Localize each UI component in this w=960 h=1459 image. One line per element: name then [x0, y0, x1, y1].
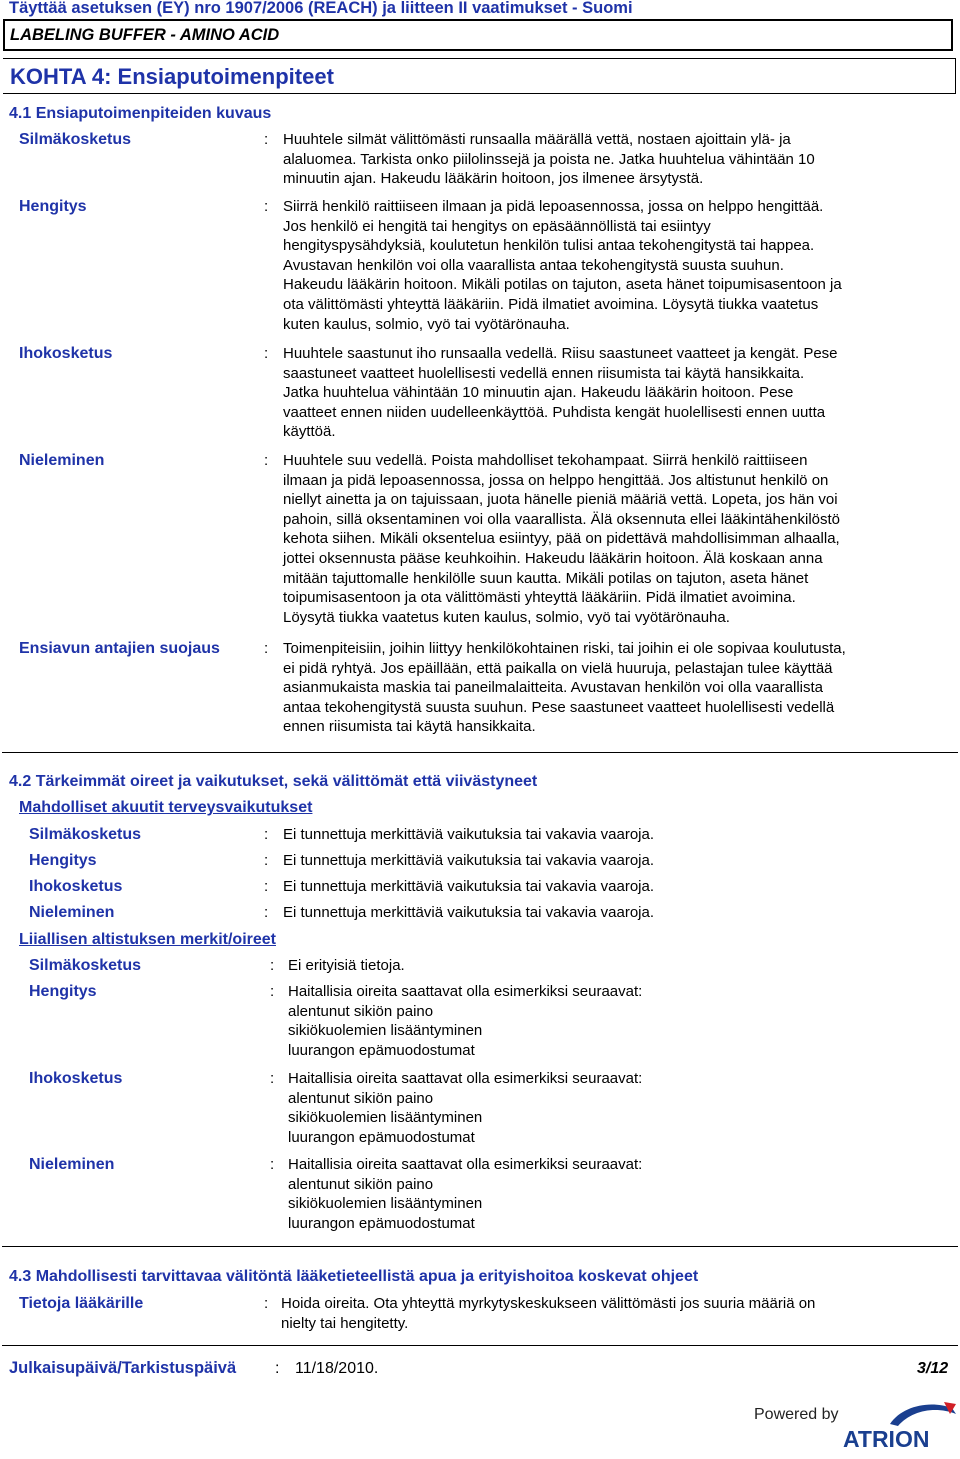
row-colon: : [270, 957, 275, 974]
row-label: Nieleminen [29, 1156, 115, 1173]
issue-date-value: 11/18/2010. [295, 1360, 379, 1377]
subsection-4-1-heading: 4.1 Ensiaputoimenpiteiden kuvaus [9, 105, 272, 122]
row-text: Ei tunnettuja merkittäviä vaikutuksia tai vakavia vaaroja. [283, 826, 655, 843]
divider [2, 1246, 958, 1247]
issue-date-colon: : [275, 1360, 280, 1377]
page-number: 3/12 [917, 1360, 949, 1377]
footer-divider [2, 1345, 958, 1346]
row-text: Ei erityisiä tietoja. [288, 957, 405, 974]
row-colon: : [264, 852, 269, 869]
row-text: Ei tunnettuja merkittäviä vaikutuksia tai vakavia vaaroja. [283, 904, 655, 921]
row-colon: : [270, 1156, 275, 1173]
row-text: Siirrä henkilö raittiiseen ilmaan ja pidä lepoasennossa, jossa on helppo hengittää. Jos henkilö ei hengitä tai hengitys on epäsäännöllistä tai esiintyy hengityspysähdyksiä, koulutetun henkilön tulisi antaa tekohengitystä tai happea. Avustavan henkilön voi olla vaarallista antaa tekohengitystä suusta suuhun. Hakeudu lääkärin hoitoon. Mikäli potilas on tajuton, aseta hänet toipumisasentoon ja ota välittömästi yhteyttä lääkäriin. Pidä ilmatiet avoimina. Löysytä tiukka vaatetus kuten kaulus, solmio, vyö tai vyötärönauha. [283, 198, 842, 333]
row-text: Ei tunnettuja merkittäviä vaikutuksia tai vakavia vaaroja. [283, 878, 655, 895]
row-label: Hengitys [19, 198, 87, 215]
powered-by-text: Powered by [754, 1406, 839, 1423]
row-colon: : [270, 1070, 275, 1087]
row-label: Silmäkosketus [29, 957, 142, 974]
row-colon: : [264, 640, 269, 657]
row-colon: : [264, 826, 269, 843]
row-text: Huuhtele silmät välittömästi runsaalla määrällä vettä, nostaen ajoittain ylä- ja alaluomea. Tarkista onko piilolinssejä ja poista ne. Jatka huuhtelua vähintään 10 minuutin ajan. Hakeudu lääkärin hoitoon, jos ilmenee ärsytystä. [283, 131, 815, 188]
row-text: Toimenpiteisiin, joihin liittyy henkilökohtainen riski, tai joihin ei ole sopivaa koulutusta, ei pidä ryhtyä. Jos epäillään, että paikalla on vielä huuruja, pelastajan tulee käyttää asianmukaista maskia tai paneilmalaitteita. Avustavan henkilön voi olla vaarallista antaa tekohengitystä suusta suuhun. Pese saastuneet vaatteet huolellisesti vedellä ennen riisumista tai käytä hansikkaita. [283, 640, 846, 736]
row-colon: : [264, 878, 269, 895]
row-colon: : [264, 198, 269, 215]
row-colon: : [264, 452, 269, 469]
row-label: Hengitys [29, 983, 97, 1000]
row-label: Silmäkosketus [19, 131, 132, 148]
row-text: Haitallisia oireita saattavat olla esimerkiksi seuraavat: alentunut sikiön paino sikiökuolemien lisääntyminen luurangon epämuodostumat [288, 983, 643, 1059]
row-label: Nieleminen [29, 904, 115, 921]
row-label: Tietoja lääkärille [19, 1295, 144, 1312]
overexposure-heading: Liiallisen altistuksen merkit/oireet [19, 931, 276, 948]
atrion-logo [740, 1398, 958, 1454]
row-label: Hengitys [29, 852, 97, 869]
row-colon: : [270, 983, 275, 1000]
atrion-logo-icon [840, 1398, 958, 1454]
subsection-4-3-heading: 4.3 Mahdollisesti tarvittavaa välitöntä lääketieteellistä apua ja erityishoitoa koskevat ohjeet [9, 1268, 699, 1285]
row-text: Huuhtele saastunut iho runsaalla vedellä. Riisu saastuneet vaatteet ja kengät. Pese saastuneet vaatteet huolellisesti vedellä ennen riisumista tai käytä hansikkaita. Jatka huuhtelua vähintään 10 minuutin ajan. Hakeudu lääkärin hoitoon. Pese vaatteet ennen niiden uudelleenkäyttöä. Puhdista kengät huolellisesti ennen uutta käyttöä. [283, 345, 838, 441]
atrion-logo-text: ATRION [843, 1426, 930, 1452]
acute-effects-heading: Mahdolliset akuutit terveysvaikutukset [19, 799, 313, 816]
divider [2, 752, 958, 753]
row-label: Ensiavun antajien suojaus [19, 640, 220, 657]
product-name-box [3, 19, 953, 51]
row-text: Huuhtele suu vedellä. Poista mahdolliset tekohampaat. Siirrä henkilö raittiiseen ilmaan ja pidä lepoasennossa, jossa on helppo hengittää. Jos altistunut henkilö on niellyt ainetta ja on tajuissaan, juota hänelle pieniä määriä vettä. Lopeta, jos hän voi pahoin, sillä oksentaminen voi olla vaarallista. Älä oksennuta ellei lääkintähenkilöstö kehota siihen. Mikäli oksentelua esiintyy, pää on pidettävä mahdollisimman alhaalla, jottei oksennusta pääse keuhkoihin. Hakeudu lääkärin hoitoon. Älä koskaan anna mitään tajuttomalle henkilölle suun kautta. Mikäli potilas on tajuton, aseta hänet toipumisasentoon ja ota välittömästi yhteyttä lääkäriin. Pidä ilmatiet avoimina. Löysytä tiukka vaatetus kuten kaulus, solmio, vyö tai vyötärönauha. [283, 452, 840, 626]
row-label: Ihokosketus [29, 1070, 123, 1087]
row-colon: : [264, 345, 269, 362]
product-name: LABELING BUFFER - AMINO ACID [10, 26, 280, 44]
row-label: Ihokosketus [29, 878, 123, 895]
issue-date-label: Julkaisupäivä/Tarkistuspäivä [9, 1359, 237, 1377]
row-label: Ihokosketus [19, 345, 113, 362]
row-text: Haitallisia oireita saattavat olla esimerkiksi seuraavat: alentunut sikiön paino sikiökuolemien lisääntyminen luurangon epämuodostumat [288, 1070, 643, 1146]
row-text: Ei tunnettuja merkittäviä vaikutuksia tai vakavia vaaroja. [283, 852, 655, 869]
section-title-box [3, 58, 956, 94]
row-colon: : [264, 904, 269, 921]
row-colon: : [264, 1295, 269, 1312]
row-text: Haitallisia oireita saattavat olla esimerkiksi seuraavat: alentunut sikiön paino sikiökuolemien lisääntyminen luurangon epämuodostumat [288, 1156, 643, 1232]
regulation-title: Täyttää asetuksen (EY) nro 1907/2006 (REACH) ja liitteen II vaatimukset - Suomi [9, 0, 633, 17]
row-label: Nieleminen [19, 452, 105, 469]
row-label: Silmäkosketus [29, 826, 142, 843]
section-title: KOHTA 4: Ensiaputoimenpiteet [10, 64, 334, 89]
row-text: Hoida oireita. Ota yhteyttä myrkytyskeskukseen välittömästi jos suuria määriä on nielty tai hengitetty. [281, 1295, 816, 1332]
row-colon: : [264, 131, 269, 148]
subsection-4-2-heading: 4.2 Tärkeimmät oireet ja vaikutukset, sekä välittömät että viivästyneet [9, 773, 538, 790]
